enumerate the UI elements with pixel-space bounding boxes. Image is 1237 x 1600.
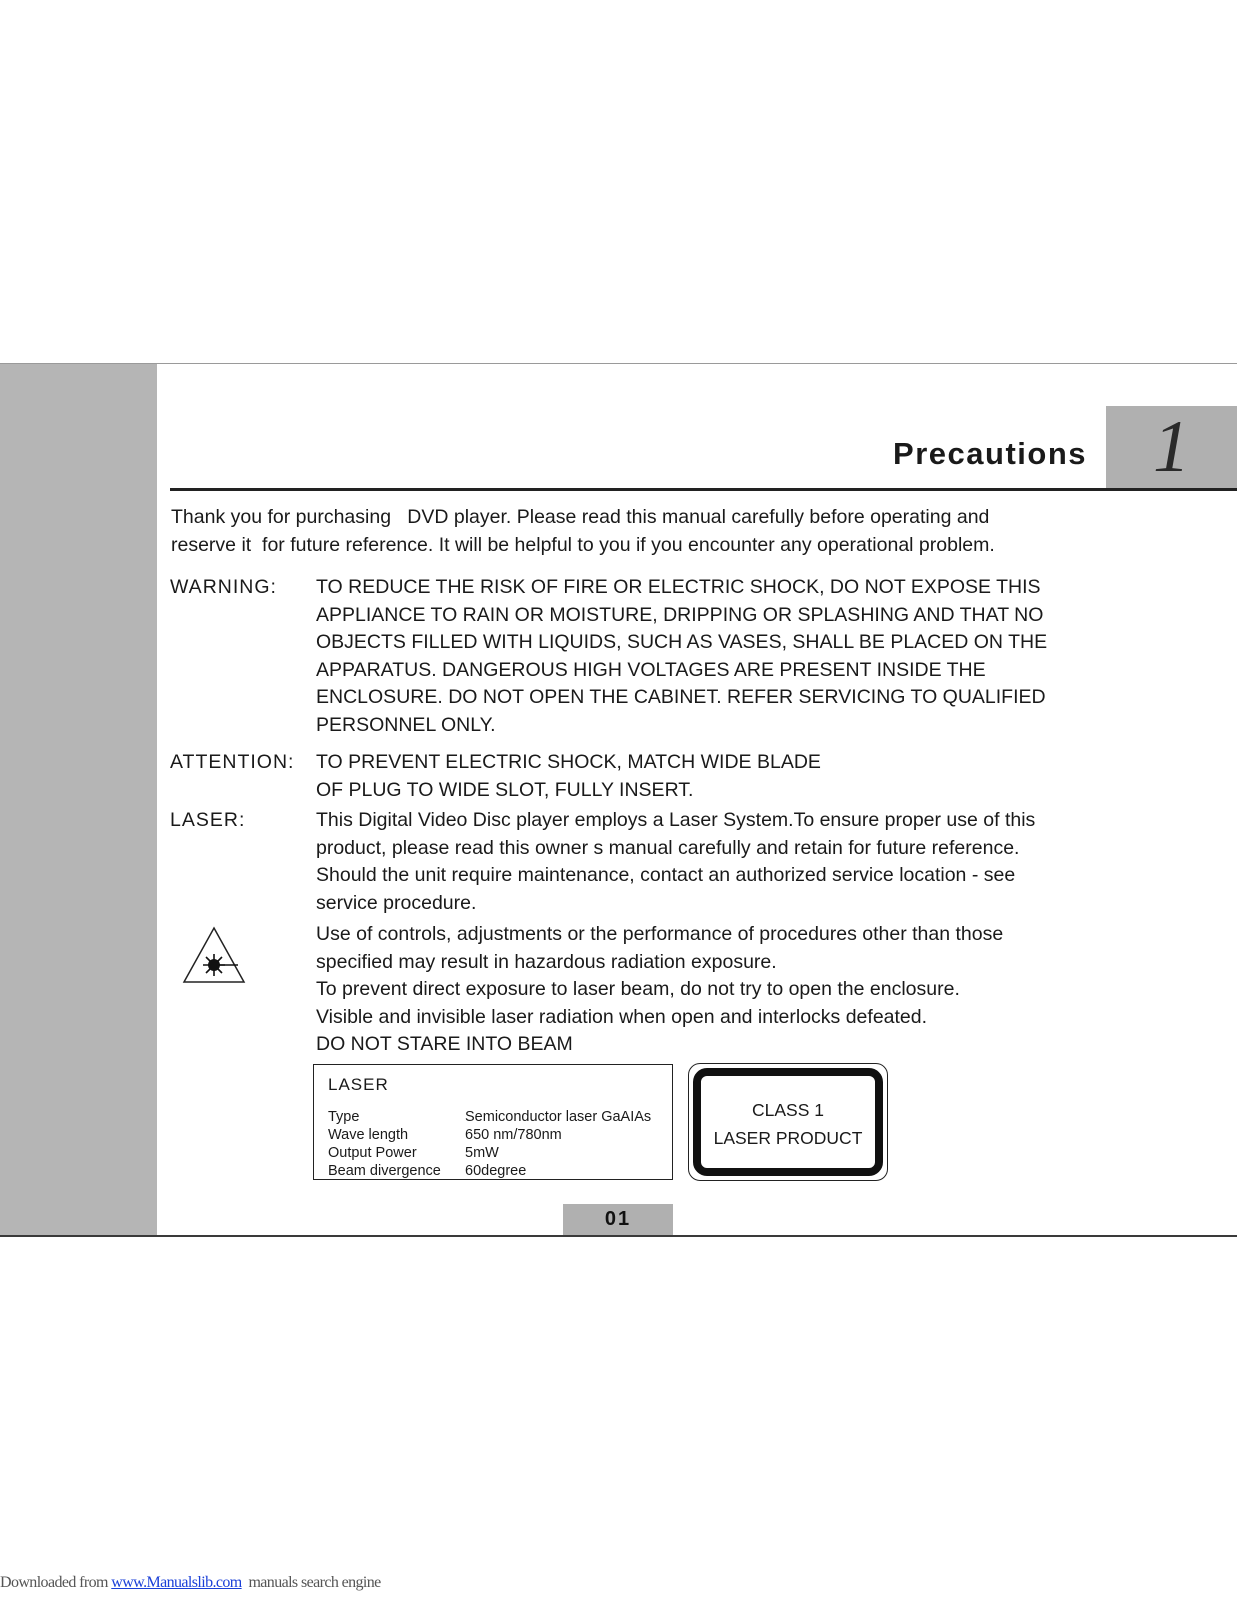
page-number-tab — [563, 1204, 673, 1235]
laser-spec-row — [328, 1127, 562, 1143]
warning-line: ENCLOSURE. DO NOT OPEN THE CABINET. REFER SERVICING TO QUALIFIED — [316, 686, 1046, 708]
laser-warning-icon — [182, 926, 246, 984]
caution-line: Visible and invisible laser radiation when open and interlocks defeated. — [316, 1005, 928, 1028]
page-number: 01 — [604, 1208, 632, 1230]
laser-caution-text — [316, 921, 1096, 1059]
bottom-divider — [0, 1235, 1237, 1237]
class-1-label — [688, 1063, 888, 1181]
caution-line: specified may result in hazardous radiation exposure. — [316, 950, 777, 973]
warning-label: WARNING: — [170, 576, 277, 598]
laser-spec-title: LASER — [328, 1075, 389, 1094]
caution-line: Use of controls, adjustments or the performance of procedures other than those — [316, 923, 1004, 945]
class-1-label-border — [693, 1068, 883, 1176]
laser-line: Should the unit require maintenance, contact an authorized service location - see — [316, 864, 1016, 886]
laser-text — [316, 807, 1096, 917]
laser-line: product, please read this owner s manual carefully and retain for future reference. — [316, 836, 1020, 859]
laser-spec-value: Semiconductor laser GaAIAs — [465, 1109, 652, 1125]
left-side-band — [0, 364, 157, 1236]
warning-line: TO REDUCE THE RISK OF FIRE OR ELECTRIC SHOCK, DO NOT EXPOSE THIS — [316, 576, 1041, 598]
warning-line: APPARATUS. DANGEROUS HIGH VOLTAGES ARE PRESENT INSIDE THE — [316, 658, 986, 681]
chapter-tab — [1106, 406, 1237, 488]
attention-line: OF PLUG TO WIDE SLOT, FULLY INSERT. — [316, 778, 694, 801]
laser-spec-row — [328, 1109, 651, 1125]
title-underline — [170, 488, 1237, 491]
caution-line: DO NOT STARE INTO BEAM — [316, 1033, 573, 1055]
laser-label: LASER: — [170, 809, 246, 831]
laser-spec-row — [328, 1163, 526, 1179]
laser-spec-value: 5mW — [465, 1145, 499, 1161]
manualslib-link[interactable]: www.Manualslib.com — [111, 1574, 242, 1591]
laser-spec-table — [313, 1064, 673, 1180]
page-title: Precautions — [893, 436, 1087, 471]
footer-suffix: manuals search engine — [241, 1574, 381, 1591]
chapter-number: 1 — [1153, 406, 1190, 488]
attention-label: ATTENTION: — [170, 751, 295, 773]
laser-spec-value: 60degree — [465, 1163, 527, 1179]
warning-line: PERSONNEL ONLY. — [316, 713, 496, 736]
warning-text — [316, 574, 1096, 739]
top-divider — [0, 363, 1237, 364]
intro-line: Thank you for purchasing DVD player. Please read this manual carefully before operating and — [171, 506, 990, 528]
laser-line: service procedure. — [316, 891, 477, 914]
warning-line: APPLIANCE TO RAIN OR MOISTURE, DRIPPING OR SPLASHING AND THAT NO — [316, 603, 1044, 626]
laser-line: This Digital Video Disc player employs a Laser System.To ensure proper use of this — [316, 809, 1036, 831]
attention-line: TO PREVENT ELECTRIC SHOCK, MATCH WIDE BLADE — [316, 751, 821, 773]
laser-spec-key: Output Power — [328, 1145, 417, 1161]
laser-spec-key: Beam divergence — [328, 1163, 441, 1179]
footer-prefix: Downloaded from — [0, 1574, 112, 1591]
footer-credit — [0, 1574, 381, 1592]
warning-line: OBJECTS FILLED WITH LIQUIDS, SUCH AS VASES, SHALL BE PLACED ON THE — [316, 631, 1048, 653]
caution-line: To prevent direct exposure to laser beam, do not try to open the enclosure. — [316, 978, 960, 1000]
attention-text — [316, 749, 1096, 804]
laser-spec-value: 650 nm/780nm — [465, 1127, 562, 1143]
laser-spec-row — [328, 1145, 499, 1161]
class-label-line: CLASS 1 — [752, 1100, 824, 1120]
intro-line: reserve it for future reference. It will be helpful to you if you encounter any operational problem. — [171, 533, 995, 556]
laser-spec-key: Wave length — [328, 1127, 409, 1143]
laser-spec-key: Type — [328, 1109, 360, 1125]
class-label-line: LASER PRODUCT — [713, 1128, 863, 1148]
intro-paragraph — [171, 504, 1131, 559]
